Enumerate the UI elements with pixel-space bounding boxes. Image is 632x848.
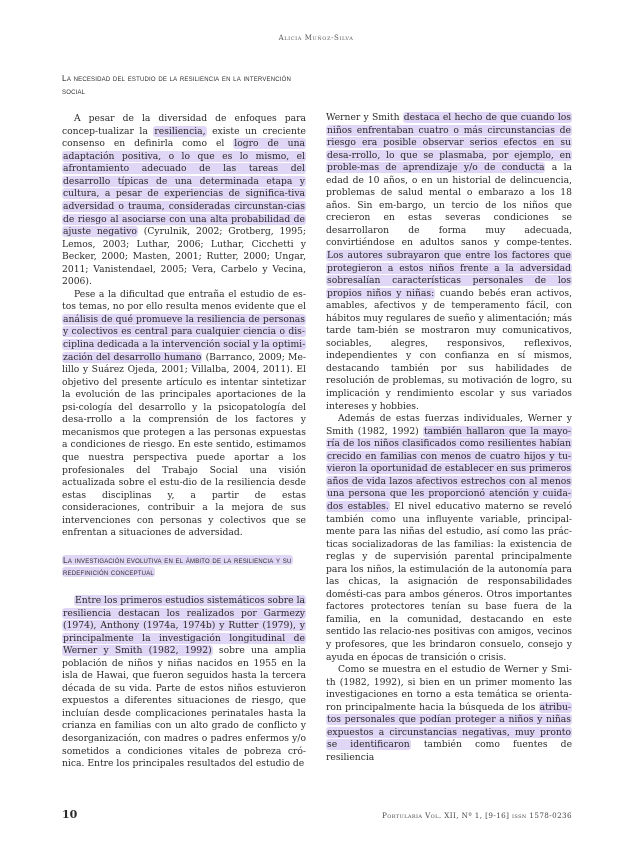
paragraph <box>62 113 306 289</box>
paragraph <box>326 112 572 413</box>
highlighted-text: destaca el hecho de que cuando los niños enfrentaban cuatro o más circunstancias de riesgo era posible observar serios efectos en su desa-rrollo, lo que se plasmaba, por ejemplo, en proble-mas de aprendizaje y/o de conducta <box>327 112 572 174</box>
paragraph <box>62 595 306 771</box>
text-run: existe un creciente consenso en definirla como el <box>62 125 306 150</box>
section-title-1: La necesidad del estudio de la resiliencia en la intervención social <box>62 73 292 96</box>
left-column <box>62 72 306 771</box>
text-run: Pese a la dificultad que entraña el estudio de es-tos temas, no por ello resulta menos evidente que el <box>62 288 306 313</box>
text-run: cuando bebés eran activos, amables, afectivos y de temperamento fácil, con hábitos muy regulares de sueño y alimentación; más tarde tam-bién se mostraron muy comunicativos, sociables, alegres, responsivos, reflexivos, independientes y con confianza en sí mismos, destacando también por sus habilidades de resolución de problemas, su motivación de logro, su implicación y rendimiento escolar y sus variados intereses y hobbies. <box>326 287 572 412</box>
right-column <box>326 112 572 764</box>
paragraph <box>326 413 572 664</box>
highlighted-text: también hallaron que la mayo-ría de los niños clasificados como resilientes habían crecido en familias con menos de cuatro hijos y tu-vieron la oportunidad de establecer en sus primeros años de vida lazos afectivos estrechos con al menos una persona que les proporcionó atención y cuida-dos estables. <box>327 425 571 512</box>
text-run: El nivel educativo materno se reveló también como una influyente variable, principal-mente para las niñas del estudio, así como las prác-ticas socializadoras de las familias: la existencia de reglas y de supervisión parental principalmente para los niños, la estimulación de la autonomía para las chicas, la asignación de responsabilidades domésti-cas para ambos géneros. Otros importantes factores protectores tenían su base fuera de la familia, en la comunidad, destacando en este sentido las relacio-nes positivas con amigos, vecinos y profesores, que les brindaron consuelo, consejo y ayuda en épocas de transición o crisis. <box>326 500 572 663</box>
paragraph <box>62 289 306 540</box>
text-run: sobre una amplia población de niños y niñas nacidos en 1955 en la isla de Hawai, que fueron seguidos hasta la tercera década de su vida. Parte de estos niños estuvieron expuestos a diferentes situaciones de riesgo, que incluían desde complicaciones perinatales hasta la crianza en familias con un alto grado de conflicto y desorganización, con madres o padres enfermos y/o sometidos a condiciones vitales de pobreza cró-nica. Entre los principales resultados del estudio de <box>62 645 306 770</box>
highlighted-text: análisis de qué promueve la resiliencia de personas y colectivos es central para cualquier ciencia o dis-ciplina dedicada a la intervención social y la optimi-zación del desarrollo humano <box>63 313 306 363</box>
text-run: (Barranco, 2009; Me-lillo y Suárez Ojeda, 2001; Villalba, 2004, 2011). El objetivo del presente artículo es intentar sintetizar la evolución de las principales aportaciones de la psi-cología del desarrollo y la psicopatología del desa-rrollo a la comprensión de los factores y mecanismos que protegen a las personas expuestas a condiciones de riesgo. En este sentido, estimamos que nuestra perspectiva puede aportar a los profesionales del Trabajo Social una visión actualizada sobre el estu-dio de la resiliencia desde estas disciplinas y, a partir de estas consideraciones, contribuir a la mejora de sus intervenciones con personas y colectivos que se enfrentan a situaciones de adversidad. <box>62 351 307 539</box>
running-head: Alicia Muñoz-Silva <box>278 34 354 42</box>
section-title-2 <box>62 554 306 579</box>
text-run: también como fuentes de resiliencia <box>326 739 573 763</box>
text-run: Además de estas fuerzas individuales, Werner y Smith (1982, 1992) <box>326 413 572 437</box>
text-run: (Cyrulnik, 2002; Grotberg, 1995; Lemos, 2003; Luthar, 2006; Luthar, Cicchetti y Becker, 2000; Masten, 2001; Rutter, 2000; Ungar, 2011; Vanistendael, 2005; Vera, Carbelo y Vecina, 2006). <box>62 226 307 288</box>
highlighted-text: Los autores subrayaron que entre los factores que protegieron a estos niños frente a la adversidad sobresalían características personales de los propios niños y niñas: <box>327 250 571 299</box>
page-number: 10 <box>62 808 78 821</box>
text-run: Como se muestra en el estudio de Werner y Smi-th (1982, 1992), si bien en un primer momento las investigaciones en torno a esta temática se orienta-ron principalmente hacia la búsqueda de los <box>326 664 572 713</box>
highlighted-text: resiliencia, <box>154 125 206 137</box>
text-run: Werner y Smith <box>326 112 403 123</box>
text-run: A pesar de la diversidad de enfoques para concep-tualizar la <box>62 113 306 137</box>
highlighted-text: atribu-tos personales que podían proteger a niños y niñas expuestos a circunstancias negativas, muy pronto se identificaron <box>327 701 571 751</box>
highlighted-text: Entre los primeros estudios sistemáticos sobre la resiliencia destacan los realizados por Garmezy (1974), Anthony (1974a, 1974b) y Rutter (1979), y principalmente la investigación longitudinal de Werner y Smith (1982, 1992) <box>63 594 305 657</box>
text-run: a la edad de 10 años, o en un historial de delincuencia, problemas de salud mental o embarazo a los 18 años. Sin em-bargo, un tercio de los niños que crecieron en estas severas condiciones se desarrollaron de forma muy adecuada, convirtiéndose en adultos sanos y compe-tentes. <box>326 162 572 249</box>
journal-citation: Portularia Vol. XII, Nº 1, [9-16] issn 1578-0236 <box>381 811 572 820</box>
highlighted-text: La investigación evolutiva en el ámbito de la resiliencia y su redefinición conceptual <box>63 554 292 578</box>
paragraph <box>326 664 572 764</box>
highlighted-text: logro de una adaptación positiva, o lo que es lo mismo, el afrontamiento adecuado de las tareas del desarrollo típicas de una determinada etapa y cultura, a pesar de experiencias de significa-tiva adversidad o trauma, consideradas circunstan-cias de riesgo al asociarse con una alta probabilidad de ajuste negativo <box>63 138 305 238</box>
